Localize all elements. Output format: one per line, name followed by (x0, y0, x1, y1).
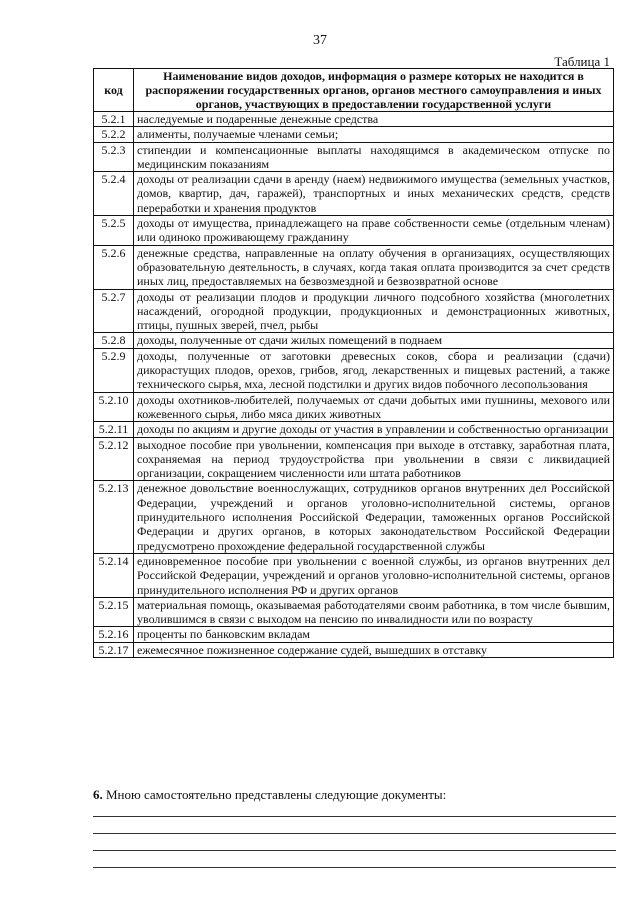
table-row (94, 392, 614, 422)
row-code: 5.2.1 (94, 112, 134, 127)
row-code: 5.2.14 (94, 553, 134, 597)
row-code: 5.2.3 (94, 142, 134, 172)
row-description: доходы от реализации сдачи в аренду (наем) недвижимого имущества (земельных участков, домов, квартир, дач, гаражей), транспортных и иных механических средств, средств переработки и хранения продуктов (134, 172, 614, 216)
row-description: стипендии и компенсационные выплаты находящимся в академическом отпуске по медицинским показаниям (134, 142, 614, 172)
row-description: выходное пособие при увольнении, компенсация при выходе в отставку, заработная плата, сохраняемая на период трудоустройства при увольнении в связи с ликвидацией организации, сокращением численности или штата работников (134, 437, 614, 481)
row-description: материальная помощь, оказываемая работодателями своим работника, в том числе бывшим, уволившимся в связи с выходом на пенсию по инвалидности или по возрасту (134, 597, 614, 627)
table-row (94, 245, 614, 289)
table-row (94, 422, 614, 437)
table-row (94, 627, 614, 642)
row-code: 5.2.17 (94, 642, 134, 657)
table-row (94, 216, 614, 246)
row-code: 5.2.5 (94, 216, 134, 246)
row-description: наследуемые и подаренные денежные средства (134, 112, 614, 127)
table-row (94, 127, 614, 142)
blank-line (93, 867, 616, 868)
row-description: доходы по акциям и другие доходы от участия в управлении и собственностью организации (134, 422, 614, 437)
table-row (94, 289, 614, 333)
table-row (94, 333, 614, 348)
blank-line (93, 816, 616, 817)
table-row (94, 642, 614, 657)
row-code: 5.2.8 (94, 333, 134, 348)
table-row (94, 597, 614, 627)
section-6-heading (93, 787, 446, 803)
table-row (94, 112, 614, 127)
row-description: денежное довольствие военнослужащих, сотрудников органов внутренних дел Российской Федерации, учреждений и органов уголовно-исполнительной системы, органов принудительного исполнения Российской Федерации, таможенных органов Российской Федерации и других органов, в которых законодательством Российской Федерации предусмотрено прохождение федеральной государственной службы (134, 481, 614, 553)
section-number: 6. (93, 787, 103, 802)
row-description: доходы от имущества, принадлежащего на праве собственности семье (отдельным членам) или одиноко проживающему гражданину (134, 216, 614, 246)
section-text: Мною самостоятельно представлены следующие документы: (102, 787, 447, 802)
income-types-table (93, 68, 614, 658)
row-code: 5.2.7 (94, 289, 134, 333)
table-header-row (94, 69, 614, 112)
table-row (94, 348, 614, 392)
row-description: единовременное пособие при увольнении с военной службы, из органов внутренних дел Российской Федерации, учреждений и органов уголовно-исполнительной системы, органов принудительного исполнения РФ и других органов (134, 553, 614, 597)
blank-line (93, 850, 616, 851)
table-row (94, 553, 614, 597)
row-code: 5.2.2 (94, 127, 134, 142)
header-name: Наименование видов доходов, информация о размере которых не находится в распоряжении государственных органов, органов местного самоуправления и иных органов, участвующих в предоставлении государственной услуги (134, 69, 614, 112)
row-code: 5.2.10 (94, 392, 134, 422)
row-description: доходы охотников-любителей, получаемых от сдачи добытых ими пушнины, мехового или кожевенного сырья, либо мяса диких животных (134, 392, 614, 422)
blank-line (93, 833, 616, 834)
row-description: доходы от реализации плодов и продукции личного подсобного хозяйства (многолетних насаждений, огородной продукции, продукционных и демонстрационных животных, птицы, пушных зверей, пчел, рыбы (134, 289, 614, 333)
row-code: 5.2.15 (94, 597, 134, 627)
row-code: 5.2.6 (94, 245, 134, 289)
row-code: 5.2.12 (94, 437, 134, 481)
row-code: 5.2.13 (94, 481, 134, 553)
table-row (94, 437, 614, 481)
row-description: доходы, полученные от заготовки древесных соков, сбора и реализации (сдачи) дикорастущих плодов, орехов, грибов, ягод, лекарственных и пищевых растений, а также технического сырья, мха, лесной подстилки и других видов побочного лесопользования (134, 348, 614, 392)
table-caption: Таблица 1 (554, 54, 610, 69)
row-code: 5.2.9 (94, 348, 134, 392)
table-row (94, 481, 614, 553)
table-row (94, 142, 614, 172)
header-code: код (94, 69, 134, 112)
row-description: алименты, получаемые членами семьи; (134, 127, 614, 142)
row-description: ежемесячное пожизненное содержание судей, вышедших в отставку (134, 642, 614, 657)
row-description: проценты по банковским вкладам (134, 627, 614, 642)
row-code: 5.2.11 (94, 422, 134, 437)
row-description: денежные средства, направленные на оплату обучения в организациях, осуществляющих образовательную деятельность, в случаях, когда такая оплата производится за счет средств иных лиц, предоставляемых на безвозмездной и безвозвратной основе (134, 245, 614, 289)
row-description: доходы, полученные от сдачи жилых помещений в поднаем (134, 333, 614, 348)
table-row (94, 172, 614, 216)
page-number: 37 (313, 33, 327, 48)
row-code: 5.2.16 (94, 627, 134, 642)
row-code: 5.2.4 (94, 172, 134, 216)
